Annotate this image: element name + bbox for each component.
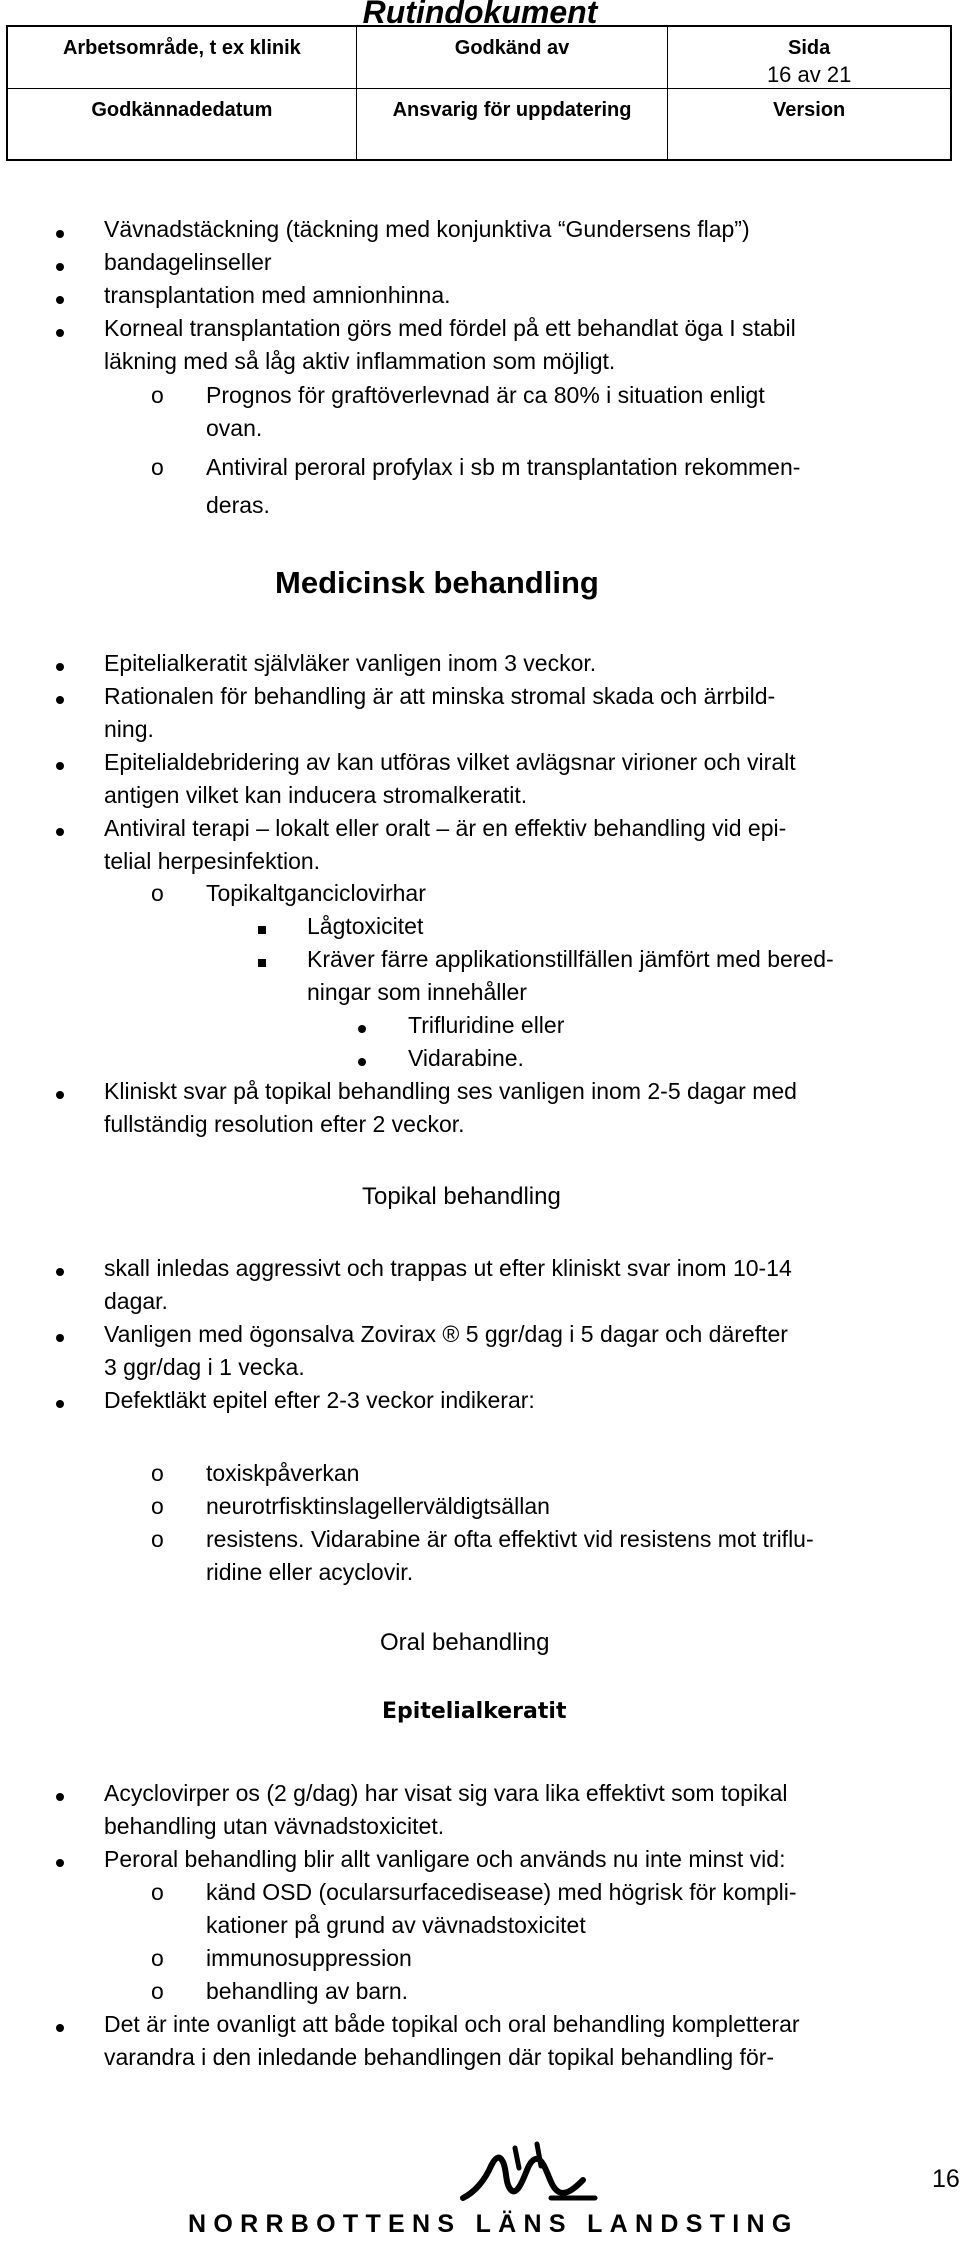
bullet-icon: [56, 1859, 64, 1867]
bullet-icon: [56, 263, 64, 271]
list-item: Kliniskt svar på topikal behandling ses vanligen inom 2-5 dagar med: [104, 1078, 797, 1104]
bullet-icon: [358, 1025, 366, 1033]
sub-bullet-icon: o: [151, 454, 164, 480]
list-item: Epitelialkeratit självläker vanligen inom 3 veckor.: [104, 650, 597, 676]
sub-list-item: känd OSD (ocularsurfacedisease) med högrisk för kompli-: [206, 1879, 797, 1905]
bullet-icon: [358, 1058, 366, 1066]
list-item: Peroral behandling blir allt vanligare och används nu inte minst vid:: [104, 1846, 786, 1872]
list-item-continued: läkning med så låg aktiv inflammation som möjligt.: [104, 348, 616, 374]
sub-list-item: immunosuppression: [206, 1945, 412, 1971]
bullet-icon: [56, 1793, 64, 1801]
bullet-icon: [56, 1334, 64, 1342]
section-heading: Topikal behandling: [362, 1183, 561, 1210]
sub-heading: Epitelialkeratit: [382, 1699, 567, 1724]
list-item-continued: varandra i den inledande behandlingen där topikal behandling för-: [104, 2044, 775, 2070]
header-table: [6, 25, 952, 161]
sub-bullet-icon: o: [151, 1493, 164, 1519]
bullet-icon: [56, 1400, 64, 1408]
bullet-icon: [56, 296, 64, 304]
sub-bullet-icon: o: [151, 1526, 164, 1552]
list-item-continued: behandling utan vävnadstoxicitet.: [104, 1813, 445, 1839]
bullet-icon: [56, 1268, 64, 1276]
bullet-icon: [56, 696, 64, 704]
bullet-icon: [56, 663, 64, 671]
list-item-continued: 3 ggr/dag i 1 vecka.: [104, 1354, 305, 1380]
bullet-icon: [56, 828, 64, 836]
list-item: bandagelinseller: [104, 249, 272, 275]
nested-list-item: Vidarabine.: [408, 1045, 524, 1071]
bullet-icon: [56, 1091, 64, 1099]
header-cell-version: Version: [668, 89, 951, 160]
bullet-icon: [56, 2024, 64, 2032]
list-item: Epitelialdebridering av kan utföras vilket avlägsnar virioner och viralt: [104, 749, 796, 775]
sub-list-item-continued: ridine eller acyclovir.: [206, 1559, 414, 1585]
square-bullet-icon: [258, 959, 266, 967]
sub-list-item-continued: kationer på grund av vävnadstoxicitet: [206, 1912, 586, 1938]
square-bullet-icon: [258, 926, 266, 934]
list-item: transplantation med amnionhinna.: [104, 282, 451, 308]
page-value: 16 av 21: [766, 62, 852, 87]
section-heading: Oral behandling: [380, 1629, 550, 1656]
list-item-continued: fullständig resolution efter 2 veckor.: [104, 1111, 465, 1137]
page-label: Sida: [788, 37, 831, 59]
list-item: Acyclovirper os (2 g/dag) har visat sig vara lika effektivt som topikal: [104, 1780, 788, 1806]
sub-sub-list-item: Kräver färre applikationstillfällen jämfört med bered-: [307, 946, 834, 972]
sub-bullet-icon: o: [151, 1978, 164, 2004]
sub-list-item-continued: deras.: [206, 492, 270, 518]
list-item: Det är inte ovanligt att både topikal och oral behandling kompletterar: [104, 2011, 800, 2037]
nested-list-item: Trifluridine eller: [408, 1012, 565, 1038]
sub-bullet-icon: o: [151, 382, 164, 408]
sub-list-item: neurotrfisktinslagellerväldigtsällan: [206, 1493, 550, 1519]
sub-sub-list-item-continued: ningar som innehåller: [307, 979, 527, 1005]
header-cell-page: [668, 26, 951, 89]
footer-organization: NORRBOTTENS LÄNS LANDSTING: [188, 2210, 799, 2238]
section-heading: Medicinsk behandling: [275, 565, 599, 600]
document-title: Rutindokument: [362, 0, 598, 30]
list-item-continued: antigen vilket kan inducera stromalkeratit.: [104, 782, 528, 808]
bullet-icon: [56, 230, 64, 238]
header-cell-area: Arbetsområde, t ex klinik: [7, 26, 356, 89]
list-item-continued: ning.: [104, 716, 154, 742]
list-item-continued: dagar.: [104, 1288, 168, 1314]
sub-bullet-icon: o: [151, 1879, 164, 1905]
list-item: Vanligen med ögonsalva Zovirax ® 5 ggr/dag i 5 dagar och därefter: [104, 1321, 788, 1347]
sub-bullet-icon: o: [151, 1945, 164, 1971]
header-cell-approved-by: Godkänd av: [356, 26, 668, 89]
bullet-icon: [56, 329, 64, 337]
sub-list-item-continued: ovan.: [206, 415, 263, 441]
sub-bullet-icon: o: [151, 1460, 164, 1486]
bullet-icon: [56, 762, 64, 770]
list-item: Vävnadstäckning (täckning med konjunktiva “Gundersens flap”): [104, 216, 750, 242]
sub-list-item: Topikaltganciclovirhar: [206, 880, 426, 906]
sub-list-item: Prognos för graftöverlevnad är ca 80% i situation enligt: [206, 382, 765, 408]
sub-list-item: toxiskpåverkan: [206, 1460, 360, 1486]
list-item: skall inledas aggressivt och trappas ut efter kliniskt svar inom 10-14: [104, 1255, 792, 1281]
header-cell-approval-date: Godkännadedatum: [7, 89, 356, 160]
list-item: Antiviral terapi – lokalt eller oralt – är en effektiv behandling vid epi-: [104, 815, 787, 841]
county-council-logo-icon: [455, 2140, 605, 2210]
list-item: Rationalen för behandling är att minska stromal skada och ärrbild-: [104, 683, 776, 709]
sub-sub-list-item: Lågtoxicitet: [307, 913, 424, 939]
list-item: Korneal transplantation görs med fördel på ett behandlat öga I stabil: [104, 315, 796, 341]
header-cell-responsible: Ansvarig för uppdatering: [356, 89, 668, 160]
sub-list-item: resistens. Vidarabine är ofta effektivt vid resistens mot triflu-: [206, 1526, 814, 1552]
sub-bullet-icon: o: [151, 880, 164, 906]
list-item-continued: telial herpesinfektion.: [104, 848, 321, 874]
footer-page-number: 16: [932, 2165, 960, 2193]
sub-list-item: behandling av barn.: [206, 1978, 409, 2004]
list-item: Defektläkt epitel efter 2-3 veckor indikerar:: [104, 1387, 535, 1413]
sub-list-item: Antiviral peroral profylax i sb m transplantation rekommen-: [206, 454, 801, 480]
